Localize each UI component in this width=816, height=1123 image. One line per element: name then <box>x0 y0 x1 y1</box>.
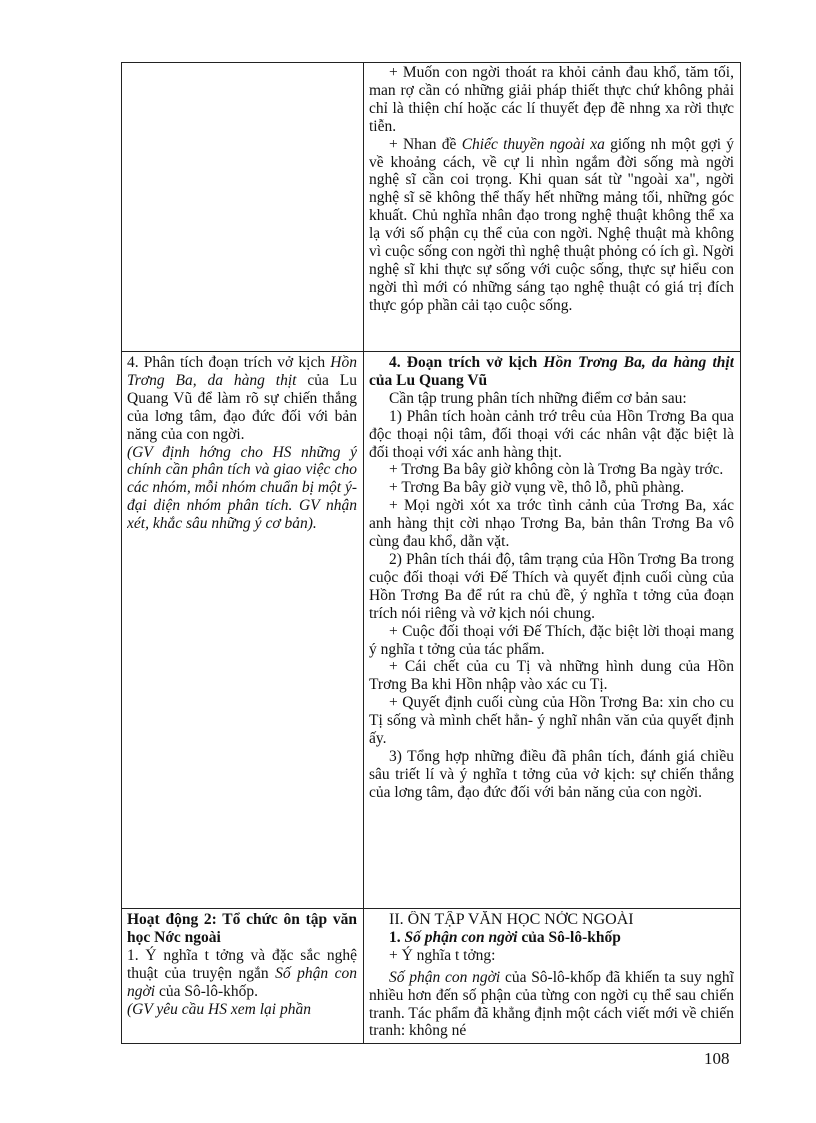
teacher-note-2: (GV yêu cầu HS xem lại phần <box>127 1000 311 1018</box>
row2-point-3: 3) Tổng hợp những điều đã phân tích, đánh giá chiều sâu triết lí và ý nghĩa t tởng của vở kịch: sự chiến thắng của lơng tâm, đạo đức đối với bản năng của con ngời. <box>369 747 734 801</box>
section-heading: II. ÔN TẬP VĂN HỌC NỚC NGOÀI <box>389 911 634 928</box>
row2-bullet: + Quyết định cuối cùng của Hồn Trơng Ba: xin cho cu Tị sống và mình chết hẳn- ý nghĩ nhân văn của quyết định ấy. <box>369 694 734 748</box>
table-border-top <box>121 62 741 63</box>
subsection-author: của Sô-lô-khốp <box>521 928 621 946</box>
task-4 <box>127 354 357 444</box>
row2-heading-text: 4. Đoạn trích vở kịch <box>389 354 538 371</box>
row1-right-cell <box>369 64 734 350</box>
row2-bullet: + Mọi ngời xót xa trớc tình cảnh của Trơng Ba, xác anh hàng thịt cời nhạo Trơng Ba, bản thân Trơng Ba vô cùng đau khổ, dằn vặt. <box>369 497 734 551</box>
row1-prefix: + Nhan đề <box>389 135 457 153</box>
row2-heading <box>369 354 734 390</box>
row3-right-cell <box>369 911 734 1042</box>
row2-point-1: 1) Phân tích hoàn cảnh trớ trêu của Hồn Trơng Ba qua độc thoại nội tâm, đối thoại với các nhân vật đặc biệt là đối thoại với xác anh hàng thịt. <box>369 407 734 461</box>
row1-mid: giống nh <box>610 135 667 153</box>
task-4-text: 4. Phân tích đoạn trích vở kịch <box>127 354 326 371</box>
row2-bullet: + Trơng Ba bây giờ vụng về, thô lỗ, phũ phàng. <box>389 479 685 497</box>
row1-body: một gợi ý về khoảng cách, về cự li nhìn ngắm đời sống mà ngời nghệ sĩ cần coi trọng. Khi quan sát từ "ngoài xa", ngời nghệ sĩ sẽ không thể thấy hết những mảng tối, những góc khuất. Chủ nghĩa nhân đạo trong nghệ thuật không thể xa lạ với số phận cụ thể của con ngời. Nghệ thuật mà không vì cuộc sống con ngời thì nghệ thuật phỏng có ích gì. Ngời nghệ sĩ khi thực sự sống với cuộc sống, thực sự hiểu con ngời thì mới có những sáng tạo nghệ thuật có giá trị đích thực góp phần cải tạo cuộc sống. <box>369 135 734 314</box>
subsection-title: Số phận con ngời <box>404 928 518 946</box>
meaning-text: của Sô-lô-khốp đã khiến ta suy nghĩ nhiều hơn đến số phận của từng con ngời cụ thể sau chiến tranh. Tác phẩm đã khẳng định một cách viết mới về chiến tranh: không né <box>369 968 734 1040</box>
row1-paragraph <box>369 136 734 315</box>
meaning-label: + Ý nghĩa t tởng: <box>389 946 496 964</box>
task-1-author: của Sô-lô-khốp. <box>158 982 258 1000</box>
row-divider-2 <box>121 908 741 909</box>
row2-bullet: + Trơng Ba bây giờ không còn là Trơng Ba ngày trớc. <box>389 461 724 479</box>
row2-point-2: 2) Phân tích thái độ, tâm trạng của Hồn Trơng Ba trong cuộc đối thoại với Đế Thích và quyết định cuối cùng của Hồn Trơng Ba để rút ra chủ đề, ý nghĩa t tởng của đoạn trích nói riêng và vở kịch nói chung. <box>369 550 734 622</box>
row2-bullet: + Cái chết của cu Tị và những hình dung của Hồn Trơng Ba khi Hồn nhập vào xác cu Tị. <box>369 658 734 694</box>
row2-heading-author: của Lu Quang Vũ <box>369 371 488 389</box>
row2-heading-title: Hồn Trơng Ba, da hàng thịt <box>543 354 734 371</box>
row3-left-cell <box>127 911 357 1042</box>
play-title: Hồn Trơng Ba, da hàng thịt <box>127 354 357 389</box>
row2-right-cell <box>369 354 734 907</box>
story-title-3: Số phận con ngời <box>389 968 501 986</box>
row-divider-1 <box>121 351 741 352</box>
table-column-divider <box>363 62 364 1044</box>
task-1 <box>127 947 357 1001</box>
content-table <box>121 62 741 1044</box>
table-border-bottom <box>121 1043 741 1044</box>
story-title-2: Số phận con ngời <box>127 964 357 1000</box>
row1-paragraph: + Muốn con ngời thoát ra khỏi cảnh đau khổ, tăm tối, man rợ cần có những giải pháp thiết thực chứ không phải chỉ là thiện chí hoặc các lí thuyết đẹp đẽ nhng xa rời thực tiễn. <box>369 64 734 135</box>
page-number: 108 <box>704 1049 730 1068</box>
table-border-left <box>121 62 122 1044</box>
row2-intro: Cần tập trung phân tích những điểm cơ bản sau: <box>389 389 687 407</box>
subsection-heading <box>369 929 734 947</box>
meaning-body <box>369 969 734 1041</box>
teacher-note: (GV định hớng cho HS những ý chính cần phân tích và giao việc cho các nhóm, mỗi nhóm chuẩn bị một ý- đại diện nhóm phân tích. GV nhận xét, khắc sâu những ý cơ bản). <box>127 443 357 533</box>
row2-bullet: + Cuộc đối thoại với Đế Thích, đặc biệt lời thoại mang ý nghĩa t tởng của tác phẩm. <box>369 622 734 658</box>
task-1-text: 1. Ý nghĩa t tởng và đặc sắc nghệ thuật của truyện ngắn <box>127 946 357 982</box>
row2-left-cell <box>127 354 357 907</box>
subsection-number: 1. <box>389 928 401 946</box>
activity-2-heading: Hoạt động 2: Tổ chức ôn tập văn học Nớc ngoài <box>127 911 357 946</box>
table-border-right <box>740 62 741 1044</box>
task-4-rest: của Lu Quang Vũ để làm rõ sự chiến thắng của lơng tâm, đạo đức đối với bản năng của con ngời. <box>127 371 357 443</box>
story-title: Chiếc thuyền ngoài xa <box>461 135 605 153</box>
